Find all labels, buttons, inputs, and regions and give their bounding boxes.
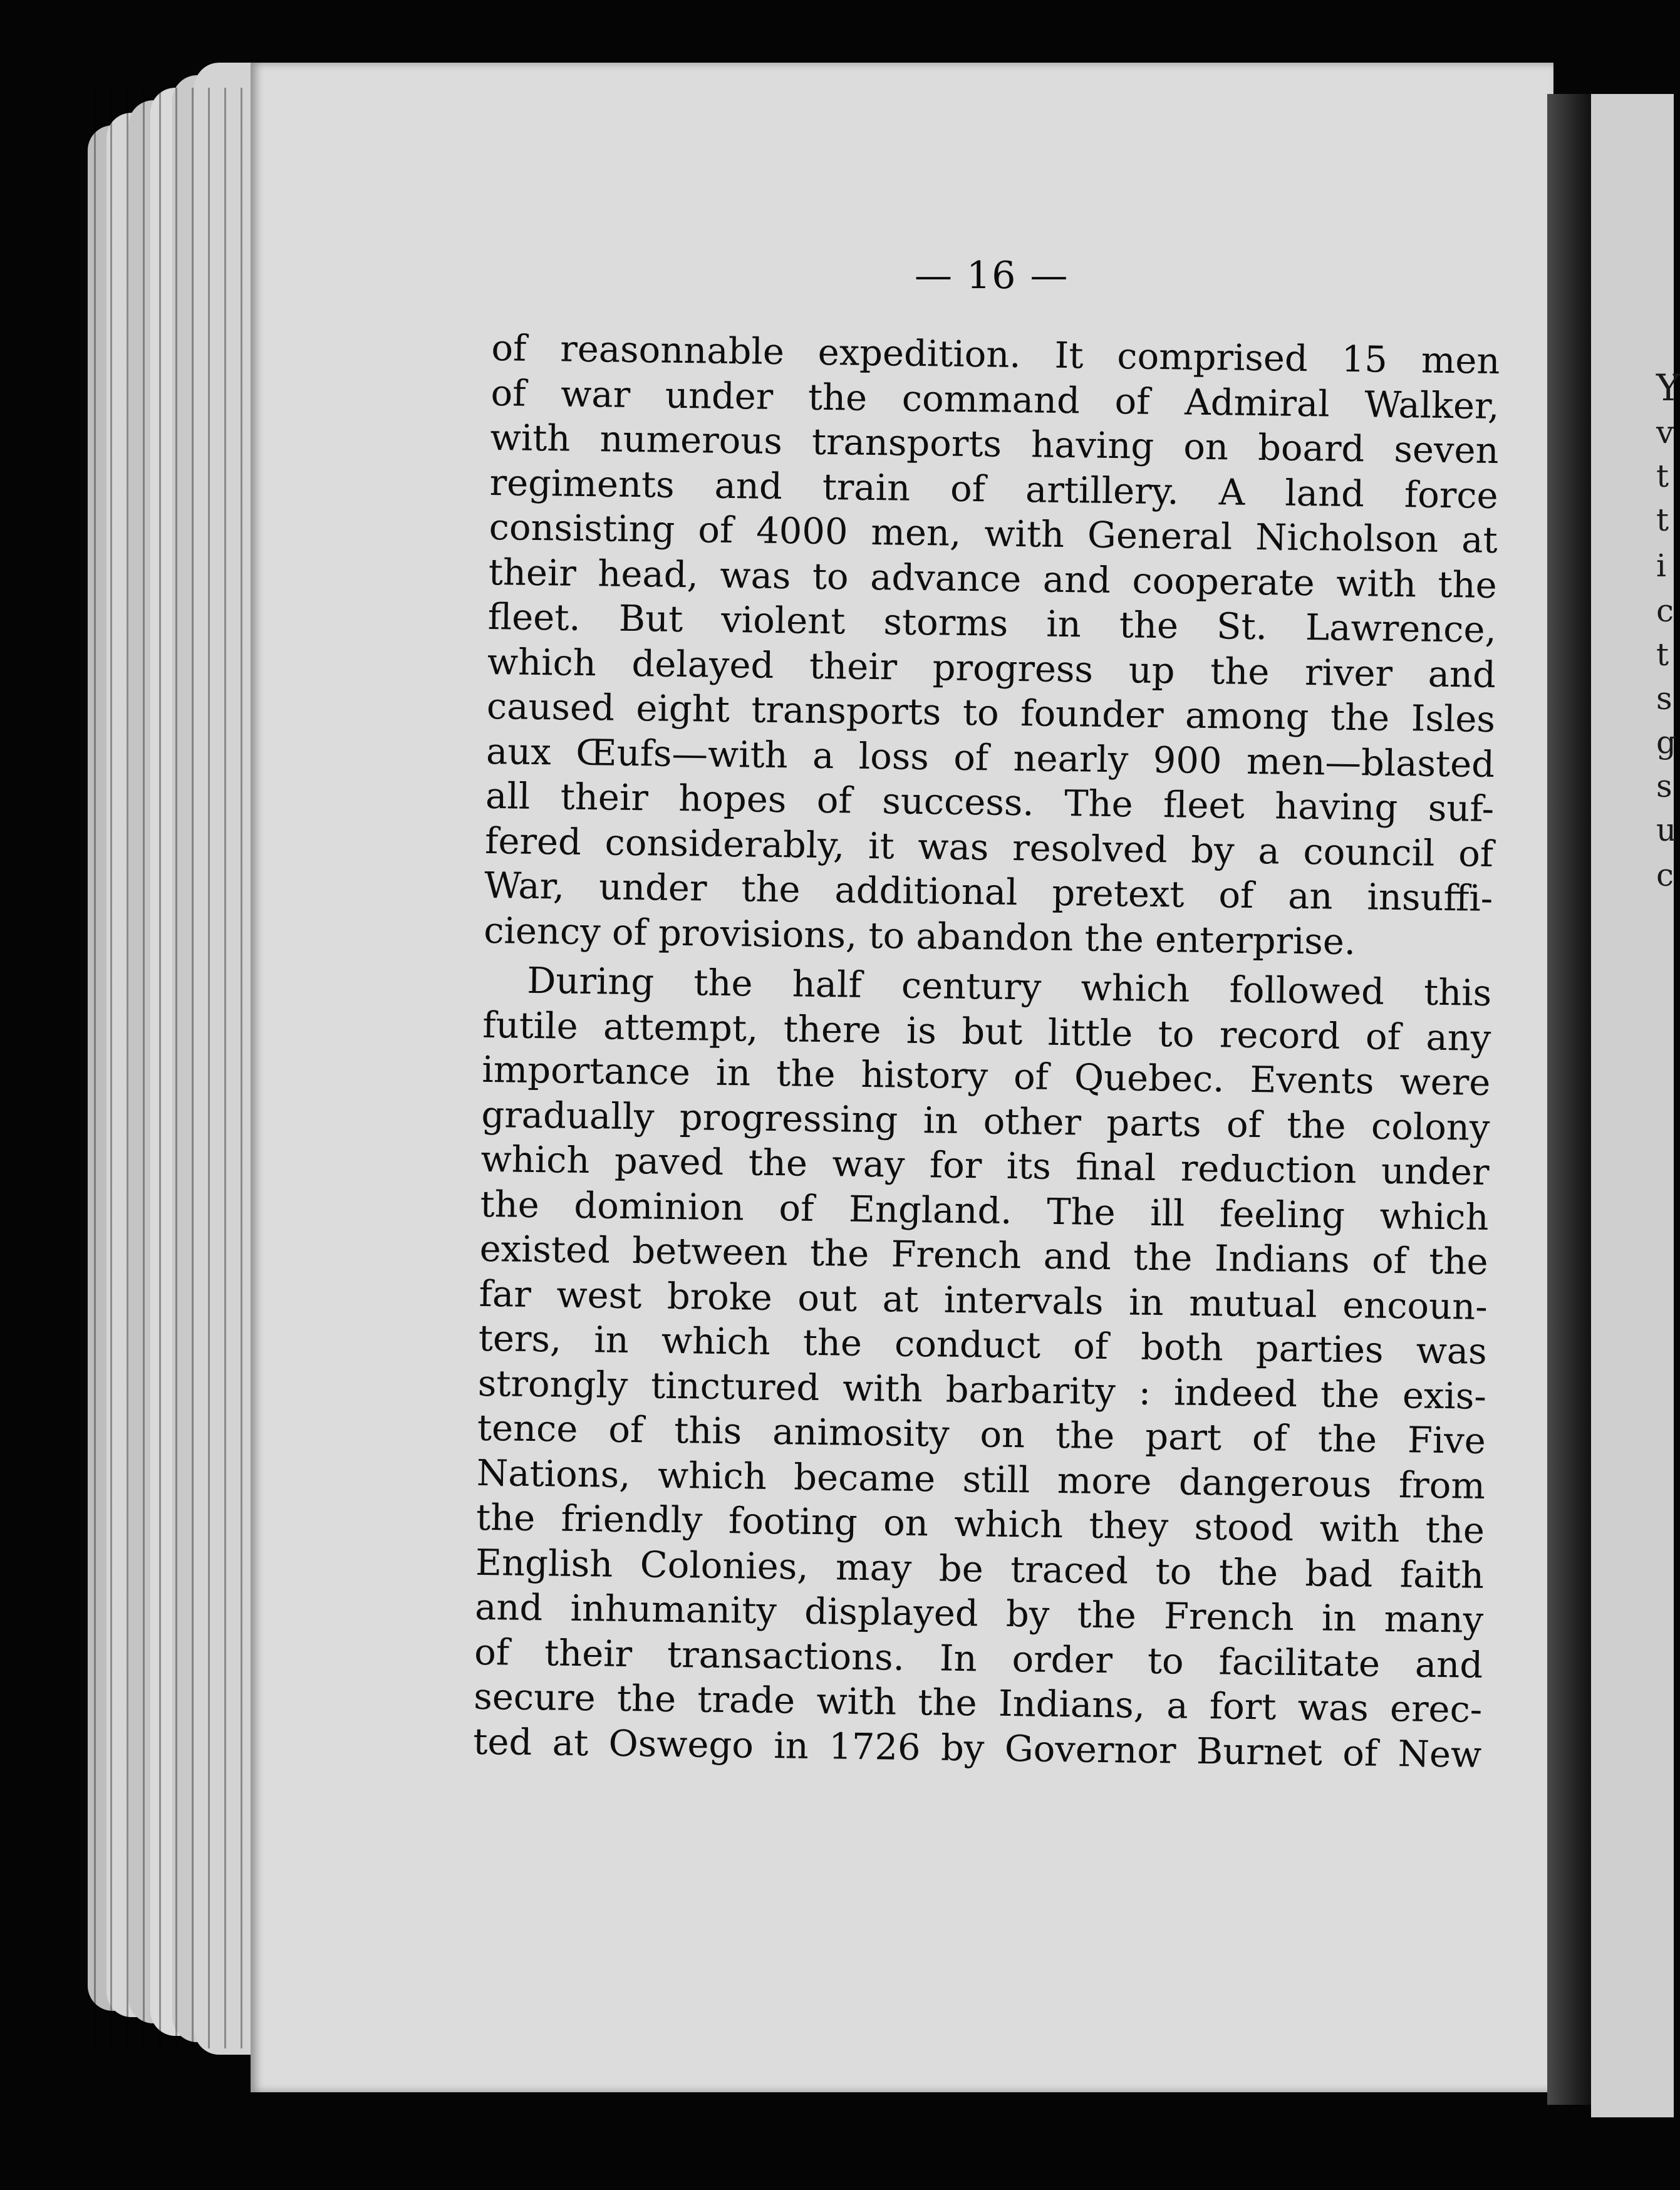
text-line: consisting of 4000 men, with General Nicholson at: [489, 506, 1498, 562]
body-text: [473, 326, 1500, 1777]
text-line: their head, was to advance and cooperate with the: [488, 551, 1498, 606]
facing-page-letter: c: [1656, 857, 1674, 893]
paragraph: [484, 326, 1500, 966]
facing-page-letter: g: [1656, 724, 1677, 760]
text-line: Nations, which became still more dangerous from: [476, 1451, 1486, 1507]
facing-page-letter: i: [1656, 548, 1666, 584]
text-line: which paved the way for its final reduction under: [480, 1138, 1490, 1193]
book-gutter: [1547, 94, 1591, 2105]
text-line: During the half century which followed this: [526, 959, 1492, 1014]
text-line: futile attempt, there is but little to record of any: [482, 1004, 1491, 1059]
text-line: strongly tinctured with barbarity : indeed the exis-: [477, 1362, 1487, 1418]
text-line: aux Œufs—with a loss of nearly 900 men—blasted: [485, 730, 1495, 786]
text-line: far west broke out at intervals in mutual encoun-: [479, 1272, 1488, 1328]
paragraph: [473, 958, 1492, 1777]
text-line: and inhumanity displayed by the French in many: [474, 1585, 1484, 1641]
text-line: gradually progressing in other parts of the colony: [481, 1093, 1490, 1149]
text-line: fleet. But violent storms in the St. Lawrence,: [487, 595, 1497, 651]
page-number: — 16 —: [915, 254, 1069, 298]
text-line: the friendly footing on which they stood with the: [475, 1496, 1485, 1552]
text-line: importance in the history of Quebec. Events were: [482, 1048, 1491, 1104]
text-line: the dominion of England. The ill feeling which: [480, 1183, 1489, 1238]
text-line: regiments and train of artillery. A land force: [489, 461, 1499, 517]
facing-page-letter: u: [1656, 812, 1677, 848]
facing-page-letter: t: [1656, 502, 1669, 538]
text-line: of their transactions. In order to facilitate and: [474, 1631, 1483, 1686]
text-line: existed between the French and the Indians of the: [479, 1227, 1489, 1283]
text-line: secure the trade with the Indians, a fort was erec-: [473, 1675, 1483, 1731]
facing-page-letter: s: [1656, 768, 1672, 804]
facing-page-letter: Y: [1656, 366, 1680, 409]
facing-page-letter: t: [1656, 458, 1669, 494]
text-line: of war under the command of Admiral Walker,: [490, 371, 1500, 427]
facing-page-letter: t: [1656, 636, 1669, 673]
facing-page-sliver: [1591, 94, 1680, 2117]
page-edge-lines: [94, 88, 257, 2048]
text-line: with numerous transports having on board seven: [490, 416, 1499, 472]
text-line: of reasonnable expedition. It comprised 15 men: [491, 326, 1500, 383]
text-line: which delayed their progress up the river and: [487, 640, 1496, 696]
text-line: tence of this animosity on the part of the Five: [477, 1406, 1486, 1462]
facing-page-letter: c: [1656, 593, 1674, 629]
facing-page-letter: s: [1656, 680, 1672, 717]
text-line: all their hopes of success. The fleet having suf-: [485, 774, 1495, 831]
text-line: caused eight transports to founder among the Isles: [486, 685, 1496, 741]
text-line: ted at Oswego in 1726 by Governor Burnet of New: [472, 1720, 1482, 1776]
text-line: War, under the additional pretext of an insuffi-: [484, 864, 1493, 920]
text-line: English Colonies, may be traced to the bad faith: [475, 1541, 1485, 1597]
text-line: ters, in which the conduct of both parties was: [478, 1317, 1488, 1373]
facing-page-letter: v: [1656, 414, 1674, 450]
text-line: fered considerably, it was resolved by a council of: [484, 819, 1494, 875]
text-line: ciency of provisions, to abandon the enterprise.: [483, 909, 1356, 963]
